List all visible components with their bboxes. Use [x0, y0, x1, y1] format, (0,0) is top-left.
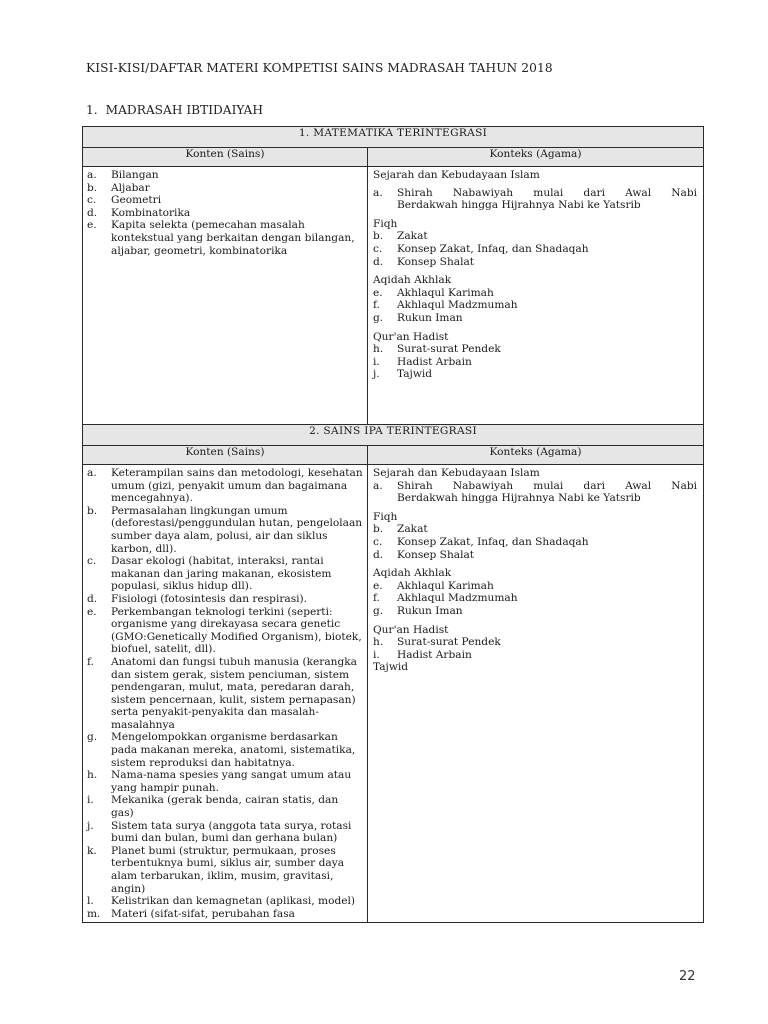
group-heading: Fiqh	[373, 217, 398, 230]
column-header-konten: Konten (Sains)	[83, 446, 368, 465]
konten-cell	[83, 167, 368, 425]
konten-cell	[83, 465, 368, 923]
list-item: a. Bilangan	[87, 169, 159, 181]
group-heading: Fiqh	[373, 510, 398, 523]
subject-title: 1. MATEMATIKA TERINTEGRASI	[83, 127, 704, 148]
konteks-group-sejarah	[373, 467, 697, 505]
group-heading: Aqidah Akhlak	[373, 274, 452, 287]
group-heading: Sejarah dan Kebudayaan Islam	[373, 169, 540, 181]
group-heading: Aqidah Akhlak	[373, 567, 452, 580]
list-item: c. Dasar ekologi (habitat, interaksi, rantai makanan dan jaring makanan, ekosistem populasi, siklus hidup dll).	[87, 555, 332, 593]
list-item: g. Rukun Iman	[373, 311, 463, 324]
list-item: b. Zakat	[373, 230, 428, 243]
list-item: f. Anatomi dan fungsi tubuh manusia (kerangka dan sistem gerak, sistem penciuman, sistem pendengaran, mulut, mata, peredaran darah, sistem pencernaan, kulit, sistem pernapasan) serta penyakit-penyakita dan masalah-masalahnya	[87, 655, 357, 731]
list-item: j. Sistem tata surya (anggota tata surya, rotasi bumi dan bulan, bumi dan gerhana bulan)	[87, 819, 352, 845]
list-item: e. Perkembangan teknologi terkini (seperti: organisme yang direkayasa secara genetic (GMO:Genetically Modified Organism), biotek, biofuel, satelit, dll).	[87, 605, 362, 656]
list-item: g. Rukun Iman	[373, 604, 463, 617]
list-item: c. Konsep Zakat, Infaq, dan Shadaqah	[373, 242, 589, 255]
list-item: j. Tajwid	[373, 368, 433, 381]
column-header-row	[83, 446, 704, 465]
list-item: e. Kapita selekta (pemecahan masalah kontekstual yang berkaitan dengan bilangan, aljabar, geometri, kombinatorika	[87, 219, 355, 257]
list-item: e. Akhlaqul Karimah	[373, 286, 494, 299]
section-number: 1.	[86, 103, 98, 117]
section-title	[86, 103, 263, 117]
list-item: f. Akhlaqul Madzmumah	[373, 299, 518, 312]
list-item: h. Surat-surat Pendek	[373, 636, 501, 649]
document-title: KISI-KISI/DAFTAR MATERI KOMPETISI SAINS MADRASAH TAHUN 2018	[86, 61, 553, 75]
section-name: MADRASAH IBTIDAIYAH	[105, 103, 263, 117]
konteks-cell	[368, 167, 704, 425]
list-item: i. Hadist Arbain	[373, 355, 472, 368]
list-item: m. Materi (sifat-sifat, perubahan fasa	[87, 907, 295, 920]
list-item: a. Keterampilan sains dan metodologi, kesehatan umum (gizi, penyakit umum dan bagaimana mencegahnya).	[87, 467, 363, 505]
konteks-group-quran-hadist	[373, 331, 697, 381]
column-header-konteks: Konteks (Agama)	[368, 148, 704, 167]
list-item: d. Fisiologi (fotosintesis dan respirasi).	[87, 592, 308, 605]
list-item: c. Konsep Zakat, Infaq, dan Shadaqah	[373, 535, 589, 548]
group-heading: Sejarah dan Kebudayaan Islam	[373, 467, 540, 479]
konteks-group-sejarah	[373, 169, 697, 212]
list-item: d. Kombinatorika	[87, 206, 191, 219]
konteks-cell	[368, 465, 704, 923]
list-item: c. Geometri	[87, 194, 162, 207]
list-item: f. Akhlaqul Madzmumah	[373, 592, 518, 605]
list-item: b. Zakat	[373, 523, 428, 536]
page-number: 22	[679, 969, 696, 984]
list-item: a. Shirah Nabawiyah mulai dari Awal Nabi Berdakwah hingga Hijrahnya Nabi ke Yatsrib	[373, 186, 698, 212]
list-item: h. Nama-nama spesies yang sangat umum atau yang hampir punah.	[87, 769, 352, 794]
column-header-row	[83, 148, 704, 167]
list-item: i. Hadist Arbain	[373, 648, 472, 661]
content-row	[83, 167, 704, 425]
list-item: h. Surat-surat Pendek	[373, 343, 501, 356]
list-item: e. Akhlaqul Karimah	[373, 579, 494, 592]
subject-header-row	[83, 127, 704, 148]
konteks-group-fiqh	[373, 218, 697, 268]
list-item: d. Konsep Shalat	[373, 548, 475, 561]
column-header-konteks: Konteks (Agama)	[368, 446, 704, 465]
list-item: d. Konsep Shalat	[373, 255, 475, 268]
group-heading: Qur'an Hadist	[373, 330, 449, 343]
list-item: g. Mengelompokkan organisme berdasarkan pada makanan mereka, anatomi, sistematika, sistem reproduksi dan habitatnya.	[87, 731, 356, 769]
list-item: b. Permasalahan lingkungan umum (deforestasi/penggundulan hutan, pengelolaan sumber daya alam, polusi, air dan siklus karbon, dll).	[87, 504, 363, 555]
group-heading: Qur'an Hadist	[373, 623, 449, 636]
konteks-group-aqidah	[373, 274, 697, 324]
konteks-group-fiqh	[373, 511, 697, 561]
list-item: l. Kelistrikan dan kemagnetan (aplikasi, model)	[87, 895, 356, 908]
subject-title: 2. SAINS IPA TERINTEGRASI	[83, 425, 704, 446]
konteks-group-aqidah	[373, 567, 697, 617]
content-row	[83, 465, 704, 923]
konteks-group-quran-hadist	[373, 624, 697, 674]
list-item: b. Aljabar	[87, 181, 150, 194]
kisi-kisi-table	[82, 126, 704, 923]
trailing-text: Tajwid	[373, 661, 409, 674]
list-item: a. Shirah Nabawiyah mulai dari Awal Nabi Berdakwah hingga Hijrahnya Nabi ke Yatsrib	[373, 479, 698, 505]
list-item: i. Mekanika (gerak benda, cairan statis, dan gas)	[87, 794, 339, 820]
column-header-konten: Konten (Sains)	[83, 148, 368, 167]
subject-header-row	[83, 425, 704, 446]
list-item: k. Planet bumi (struktur, permukaan, proses terbentuknya bumi, siklus air, sumber daya alam terbarukan, iklim, musim, gravitasi, angin)	[87, 844, 345, 895]
